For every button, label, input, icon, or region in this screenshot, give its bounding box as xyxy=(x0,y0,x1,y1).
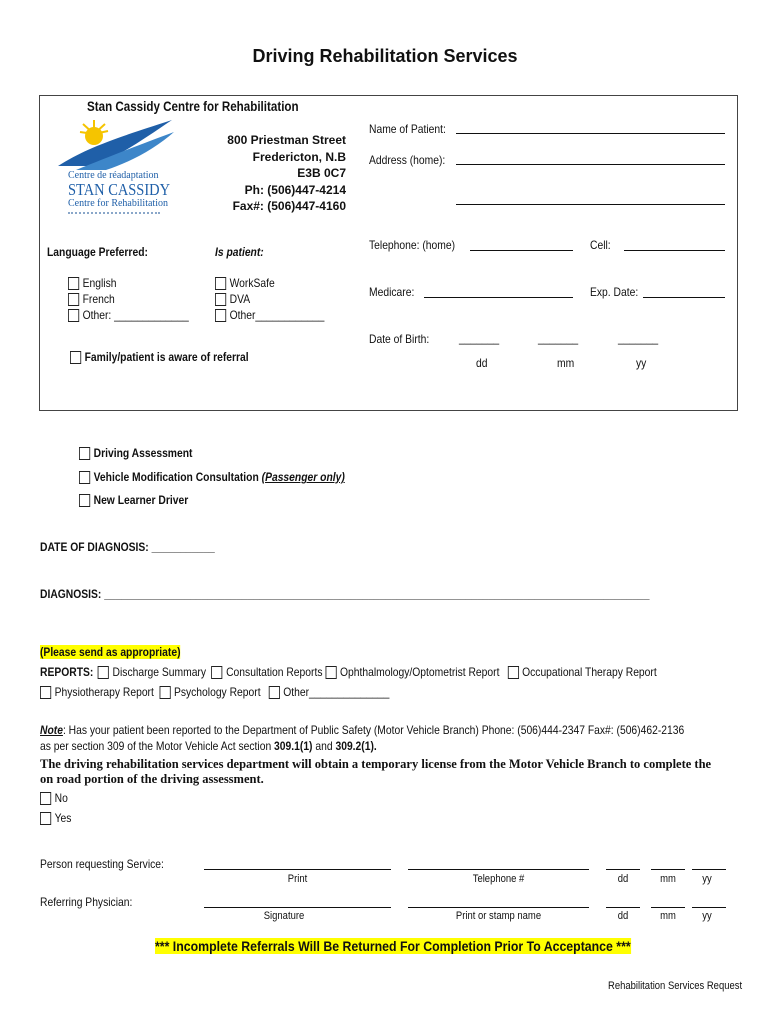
checkbox[interactable] xyxy=(79,447,90,460)
physician-signature-field[interactable] xyxy=(204,907,391,908)
address-line: Fredericton, N.B xyxy=(252,149,346,164)
note-line-1: Note: Has your patient been reported to the Department of Public Safety (Motor Vehicle Branch) Phone: (506)444-2347 Fax#: (506)462-2136 xyxy=(40,723,685,737)
language-option-other[interactable]: Other: _____________ xyxy=(68,308,189,322)
logo-name: STAN CASSIDY xyxy=(68,180,171,199)
physician-mm-field[interactable] xyxy=(651,907,685,908)
is-patient-dva[interactable]: DVA xyxy=(215,292,250,306)
note-line-2: as per section 309 of the Motor Vehicle Act section 309.1(1) and 309.2(1). xyxy=(40,739,377,753)
checkbox[interactable] xyxy=(40,812,51,825)
checkbox[interactable] xyxy=(68,309,79,322)
logo-english: Centre for Rehabilitation xyxy=(68,198,168,209)
referring-physician-label: Referring Physician: xyxy=(40,895,133,909)
language-label: Language Preferred: xyxy=(47,245,148,259)
physician-dd-field[interactable] xyxy=(606,907,640,908)
address-field-2[interactable] xyxy=(456,204,725,205)
requester-mm-field[interactable] xyxy=(651,869,685,870)
centre-name: Stan Cassidy Centre for Rehabilitation xyxy=(87,99,299,114)
exp-date-label: Exp. Date: xyxy=(590,285,639,299)
checkbox[interactable] xyxy=(68,277,79,290)
mm-caption: mm xyxy=(660,910,676,922)
temporary-license-note-2: on road portion of the driving assessment. xyxy=(40,772,264,786)
consent-yes[interactable]: Yes xyxy=(40,811,71,825)
checkbox[interactable] xyxy=(215,309,226,322)
print-caption: Print xyxy=(287,873,308,885)
mm-caption: mm xyxy=(660,873,676,885)
telephone-caption: Telephone # xyxy=(472,873,525,885)
phone-line: Ph: (506)447-4214 xyxy=(244,182,346,197)
checkbox-discharge-summary[interactable] xyxy=(98,666,109,679)
requester-yy-field[interactable] xyxy=(692,869,726,870)
stan-cassidy-logo xyxy=(56,118,176,222)
centre-address xyxy=(215,132,346,215)
checkbox[interactable] xyxy=(70,351,81,364)
date-of-diagnosis[interactable]: DATE OF DIAGNOSIS: ___________ xyxy=(40,540,215,554)
language-option-french[interactable]: French xyxy=(68,292,115,306)
checkbox-other-report[interactable] xyxy=(269,686,280,699)
telephone-label: Telephone: (home) xyxy=(369,238,456,252)
physician-yy-field[interactable] xyxy=(692,907,726,908)
checkbox[interactable] xyxy=(40,792,51,805)
requester-dd-field[interactable] xyxy=(606,869,640,870)
logo-tagline xyxy=(68,212,160,214)
physician-name-field[interactable] xyxy=(408,907,589,908)
medicare-field[interactable] xyxy=(424,297,573,298)
dob-mm-field[interactable]: _______ xyxy=(538,331,579,345)
page-title: Driving Rehabilitation Services xyxy=(252,46,518,66)
dd-caption: dd xyxy=(617,873,629,885)
dob-yy-caption: yy xyxy=(636,356,647,370)
language-option-english[interactable]: English xyxy=(68,276,116,290)
requester-telephone-field[interactable] xyxy=(408,869,589,870)
telephone-field[interactable] xyxy=(470,250,573,251)
checkbox[interactable] xyxy=(79,494,90,507)
address-line: 800 Priestman Street xyxy=(227,133,346,147)
is-patient-other[interactable]: Other____________ xyxy=(215,308,324,322)
cell-field[interactable] xyxy=(624,250,725,251)
reports-row-2: Physiotherapy Report Psychology Report Other______________ xyxy=(40,685,389,699)
checkbox[interactable] xyxy=(215,277,226,290)
patient-name-label: Name of Patient: xyxy=(369,122,446,136)
fax-line: Fax#: (506)447-4160 xyxy=(232,199,346,213)
checkbox-psychology[interactable] xyxy=(159,686,170,699)
checkbox[interactable] xyxy=(79,471,90,484)
please-send-note: (Please send as appropriate) xyxy=(40,645,181,659)
incomplete-referrals-warning: *** Incomplete Referrals Will Be Returned For Completion Prior To Acceptance *** xyxy=(155,938,631,954)
checkbox-physiotherapy[interactable] xyxy=(40,686,51,699)
medicare-label: Medicare: xyxy=(369,285,415,299)
person-requesting-label: Person requesting Service: xyxy=(40,857,164,871)
checkbox-ophthalmology[interactable] xyxy=(325,666,336,679)
footer-form-name: Rehabilitation Services Request xyxy=(608,980,743,992)
service-driving-assessment[interactable]: Driving Assessment xyxy=(79,446,192,460)
print-stamp-caption: Print or stamp name xyxy=(455,910,542,922)
address-line: E3B 0C7 xyxy=(297,166,346,180)
checkbox[interactable] xyxy=(68,293,79,306)
logo-swoosh-icon xyxy=(56,118,176,174)
signature-caption: Signature xyxy=(263,910,305,922)
dob-mm-caption: mm xyxy=(557,356,575,370)
requester-print-field[interactable] xyxy=(204,869,391,870)
exp-date-field[interactable] xyxy=(643,297,725,298)
checkbox-occupational-therapy[interactable] xyxy=(507,666,518,679)
is-patient-worksafe[interactable]: WorkSafe xyxy=(215,276,275,290)
dob-dd-field[interactable]: _______ xyxy=(459,331,500,345)
dob-dd-caption: dd xyxy=(476,356,488,370)
aware-of-referral[interactable]: Family/patient is aware of referral xyxy=(70,350,249,364)
checkbox[interactable] xyxy=(215,293,226,306)
patient-name-field[interactable] xyxy=(456,133,725,134)
dob-label: Date of Birth: xyxy=(369,332,430,346)
address-label: Address (home): xyxy=(369,153,446,167)
dob-yy-field[interactable]: _______ xyxy=(618,331,659,345)
passenger-only-note: (Passenger only) xyxy=(261,470,345,484)
checkbox-consultation-reports[interactable] xyxy=(211,666,222,679)
address-field[interactable] xyxy=(456,164,725,165)
dd-caption: dd xyxy=(617,910,629,922)
cell-label: Cell: xyxy=(590,238,611,252)
service-new-learner[interactable]: New Learner Driver xyxy=(79,493,188,507)
temporary-license-note: The driving rehabilitation services department will obtain a temporary license from the Motor Vehicle Branch to complete the xyxy=(40,757,712,771)
service-vehicle-modification[interactable]: Vehicle Modification Consultation (Passenger only) xyxy=(79,470,345,484)
yy-caption: yy xyxy=(702,873,712,885)
reports-label: REPORTS: xyxy=(40,665,94,679)
yy-caption: yy xyxy=(702,910,712,922)
logo-french: Centre de réadaptation xyxy=(68,170,159,181)
consent-no[interactable]: No xyxy=(40,791,68,805)
reports-row-1: REPORTS: Discharge Summary Consultation Reports Ophthalmology/Optometrist Report Occupational Therapy Report xyxy=(40,665,657,679)
diagnosis-field[interactable]: DIAGNOSIS: _______________________________________________________________________________________________ xyxy=(40,587,650,601)
is-patient-label: Is patient: xyxy=(215,245,264,259)
